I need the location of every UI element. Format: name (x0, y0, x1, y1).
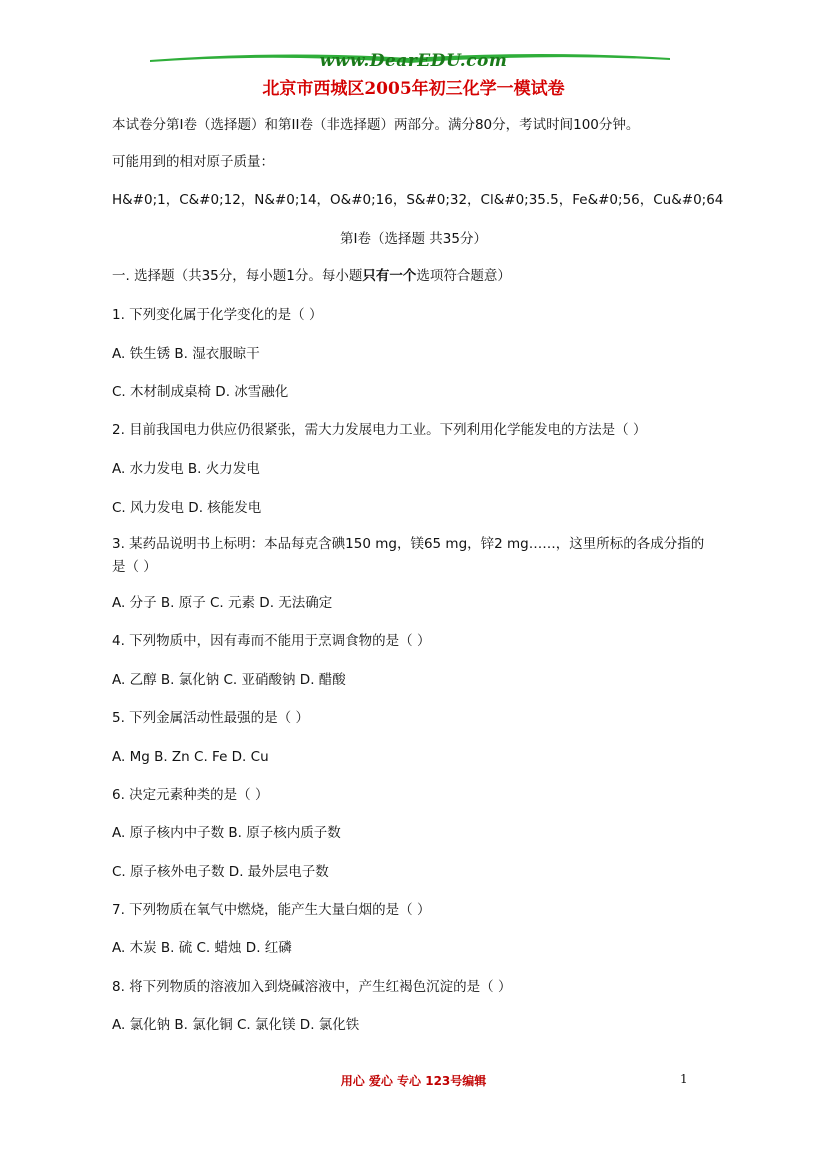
atomic-mass-label: 可能用到的相对原子质量： (112, 154, 274, 170)
question-line: A. Mg B. Zn C. Fe D. Cu (112, 749, 269, 765)
footer-slogan: 用心 爱心 专心 123号编辑 (340, 1074, 487, 1088)
question-line: 6. 决定元素种类的是（ ） (112, 787, 269, 803)
question-line: A. 水力发电 B. 火力发电 (112, 461, 260, 477)
intro-text: 本试卷分第I卷（选择题）和第II卷（非选择题）两部分。满分80分，考试时间100分钟。 (112, 117, 640, 133)
page-number: 1 (680, 1072, 688, 1086)
atomic-mass-values: H&#0;1，C&#0;12，N&#0;14，O&#0;16，S&#0;32，Cl&#0;35.5，Fe&#0;56，Cu&#0;64 (112, 192, 724, 208)
question-line: 3. 某药品说明书上标明：本品每克含碘150 mg，镁65 mg，锌2 mg……，这里所标的各成分指的是（ ） (112, 536, 705, 575)
document-title: 北京市西城区2005年初三化学一模试卷 (262, 79, 565, 99)
site-url: www.DearEDU.com (319, 51, 508, 71)
section-title: 第I卷（选择题 共35分） (340, 231, 487, 247)
question-line: A. 铁生锈 B. 湿衣服晾干 (112, 346, 260, 362)
part-heading-prefix: 一. 选择题（共35分，每小题1分。每小题 (112, 268, 363, 284)
question-line: 2. 目前我国电力供应仍很紧张，需大力发展电力工业。下列利用化学能发电的方法是（ ） (112, 422, 647, 438)
question-line: C. 原子核外电子数 D. 最外层电子数 (112, 864, 329, 880)
question-line: 4. 下列物质中，因有毒而不能用于烹调食物的是（ ） (112, 633, 431, 649)
question-line: A. 木炭 B. 硫 C. 蜡烛 D. 红磷 (112, 940, 292, 956)
question-line: A. 分子 B. 原子 C. 元素 D. 无法确定 (112, 595, 333, 611)
question-line: 1. 下列变化属于化学变化的是（ ） (112, 307, 323, 323)
question-line: 7. 下列物质在氧气中燃烧，能产生大量白烟的是（ ） (112, 902, 431, 918)
question-line: A. 乙醇 B. 氯化钠 C. 亚硝酸钠 D. 醋酸 (112, 672, 346, 688)
question-line: C. 风力发电 D. 核能发电 (112, 500, 262, 516)
question-line: 8. 将下列物质的溶液加入到烧碱溶液中，产生红褐色沉淀的是（ ） (112, 979, 512, 995)
page-header (0, 50, 827, 100)
part-heading-suffix: 选项符合题意） (416, 268, 511, 284)
question-line: C. 木材制成桌椅 D. 冰雪融化 (112, 384, 289, 400)
question-line: A. 氯化钠 B. 氯化铜 C. 氯化镁 D. 氯化铁 (112, 1017, 360, 1033)
question-line: 5. 下列金属活动性最强的是（ ） (112, 710, 309, 726)
part-heading-emphasis: 只有一个 (362, 268, 417, 284)
part-heading (112, 266, 511, 286)
question-line: A. 原子核内中子数 B. 原子核内质子数 (112, 825, 341, 841)
